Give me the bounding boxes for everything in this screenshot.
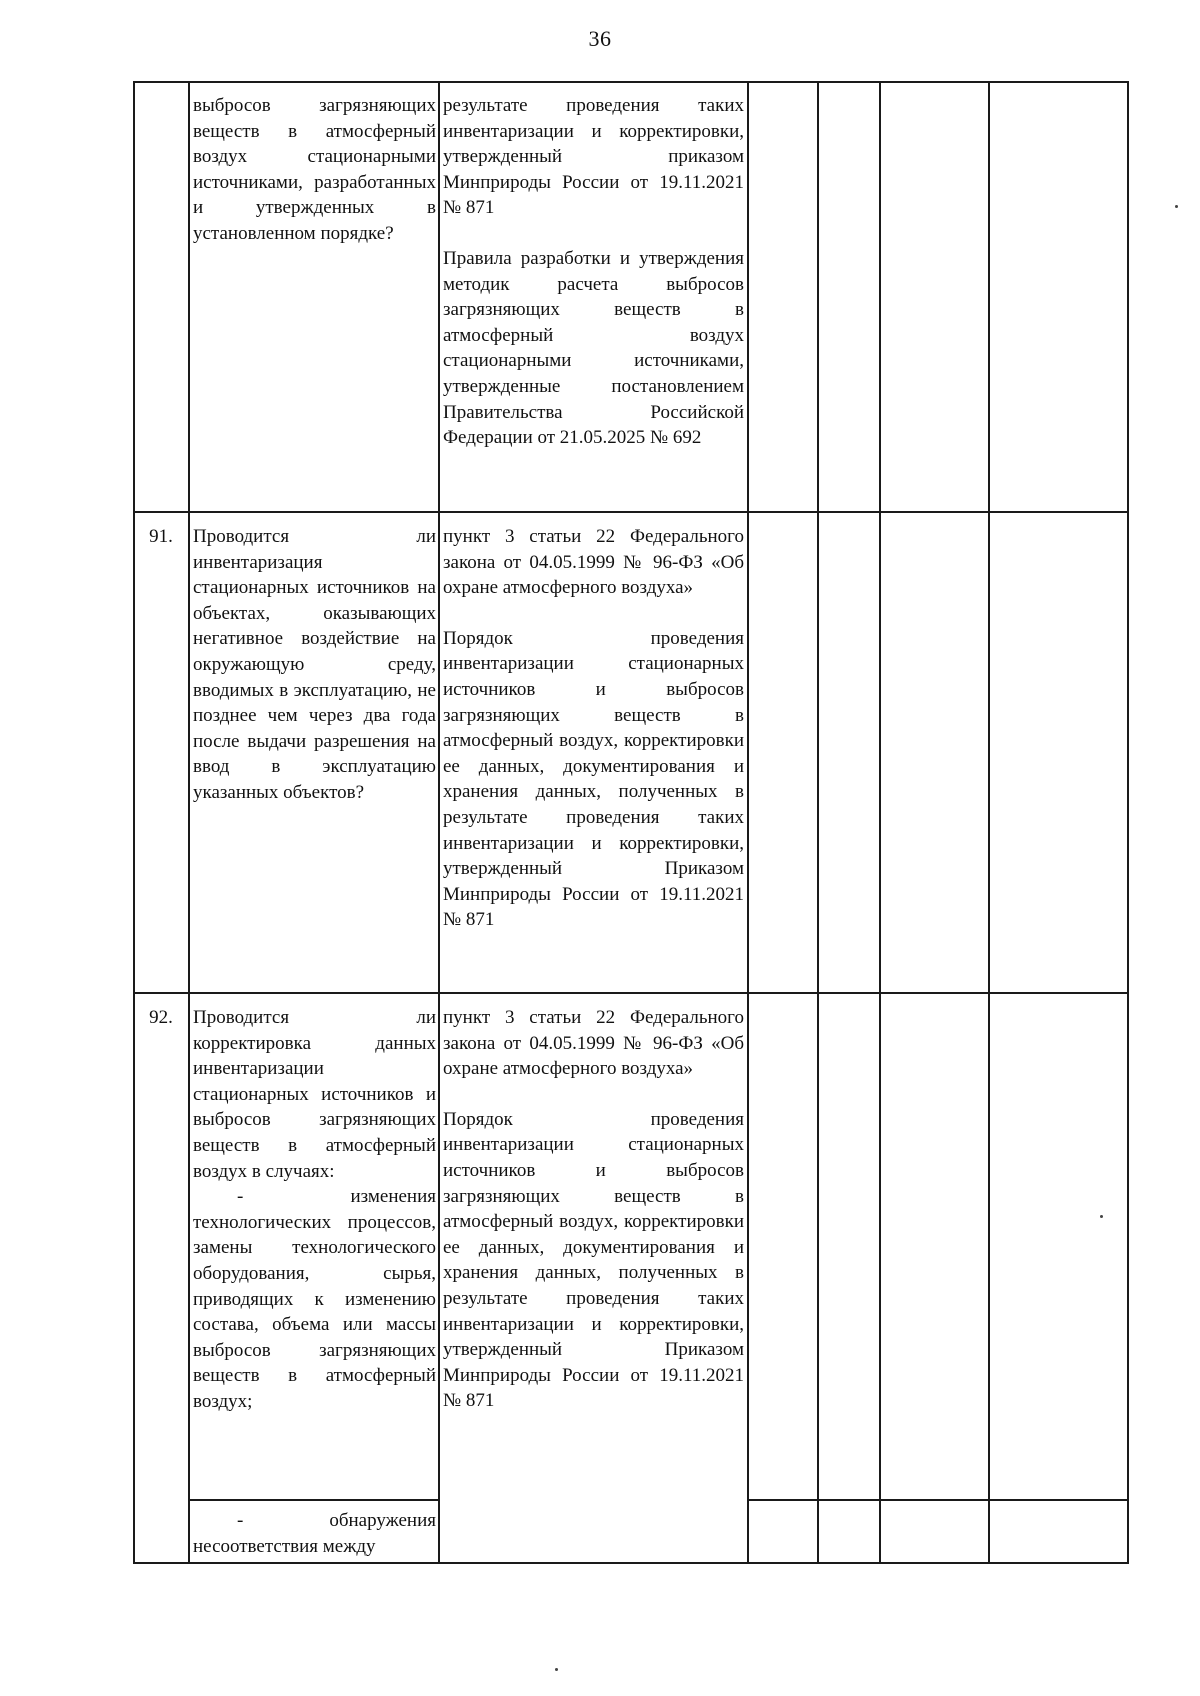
reference-text: результате проведения таких инвентаризации и корректировки, утвержденный приказом Минприроды России от 19.11.2021 № 871 bbox=[443, 95, 744, 219]
subrow-divider-question bbox=[188, 1499, 439, 1501]
question-sub-item: - изменения технологических процессов, замены технологического оборудования, сырья, приводящих к изменению состава, объема или массы выбросов загрязняющих веществ в атмосферный воздух; bbox=[193, 1186, 436, 1412]
checklist-table bbox=[133, 81, 1129, 1563]
reference-text: пункт 3 статьи 22 Федерального закона от 04.05.1999 № 96-ФЗ «Об охране атмосферного воздуха» bbox=[443, 526, 744, 599]
table-divider-num bbox=[188, 81, 190, 1563]
question-sub-item: - обнаружения несоответствия между bbox=[193, 1510, 436, 1557]
row-number-91: 91. bbox=[149, 526, 173, 547]
row-continued-references bbox=[443, 93, 744, 451]
reference-text: пункт 3 статьи 22 Федерального закона от 04.05.1999 № 96-ФЗ «Об охране атмосферного воздуха» bbox=[443, 1007, 744, 1080]
row-91-question bbox=[193, 524, 436, 806]
page-number: 36 bbox=[588, 26, 612, 51]
table-border-bottom bbox=[133, 1562, 1129, 1564]
scan-speck bbox=[1100, 1215, 1103, 1218]
row-divider-92 bbox=[133, 992, 1129, 994]
subrow-divider-right bbox=[747, 1499, 1129, 1501]
table-border-top bbox=[133, 81, 1129, 83]
row-92-question-continued bbox=[193, 1508, 436, 1559]
row-number-92: 92. bbox=[149, 1007, 173, 1028]
row-91-references bbox=[443, 524, 744, 933]
scan-speck bbox=[1175, 205, 1178, 208]
table-divider-col7 bbox=[988, 81, 990, 1563]
table-border-left bbox=[133, 81, 135, 1563]
scan-speck bbox=[555, 1668, 558, 1671]
row-92-question bbox=[193, 1005, 436, 1415]
table-divider-question bbox=[438, 81, 440, 1563]
row-92-references bbox=[443, 1005, 744, 1414]
reference-text: Порядок проведения инвентаризации стационарных источников и выбросов загрязняющих веществ в атмосферный воздух, корректировки ее данных, документирования и хранения данных, полученных в результате проведения таких инвентаризации и корректировки, утвержденный Приказом Минприроды России от 19.11.2021 № 871 bbox=[443, 1108, 744, 1412]
table-divider-reference bbox=[747, 81, 749, 1563]
row-continued-question bbox=[193, 93, 436, 247]
table-divider-col6 bbox=[879, 81, 881, 1563]
table-border-right bbox=[1127, 81, 1129, 1563]
table-divider-col5 bbox=[817, 81, 819, 1563]
reference-text: Порядок проведения инвентаризации стационарных источников и выбросов загрязняющих веществ в атмосферный воздух, корректировки ее данных, документирования и хранения данных, полученных в результате проведения таких инвентаризации и корректировки, утвержденный Приказом Минприроды России от 19.11.2021 № 871 bbox=[443, 627, 744, 931]
question-text: Проводится ли инвентаризация стационарных источников на объектах, оказывающих негативное воздействие на окружающую среду, вводимых в эксплуатацию, не позднее чем через два года после выдачи разрешения на ввод в эксплуатацию указанных объектов? bbox=[193, 526, 436, 803]
question-text: Проводится ли корректировка данных инвентаризации стационарных источников и выбросов загрязняющих веществ в атмосферный воздух в случаях: bbox=[193, 1007, 436, 1182]
question-text: выбросов загрязняющих веществ в атмосферный воздух стационарными источниками, разработанных и утвержденных в установленном порядке? bbox=[193, 95, 436, 244]
row-divider-91 bbox=[133, 511, 1129, 513]
reference-text: Правила разработки и утверждения методик расчета выбросов загрязняющих веществ в атмосферный воздух стационарными источниками, утвержденные постановлением Правительства Российской Федерации от 21.05.2025 № 692 bbox=[443, 247, 744, 449]
